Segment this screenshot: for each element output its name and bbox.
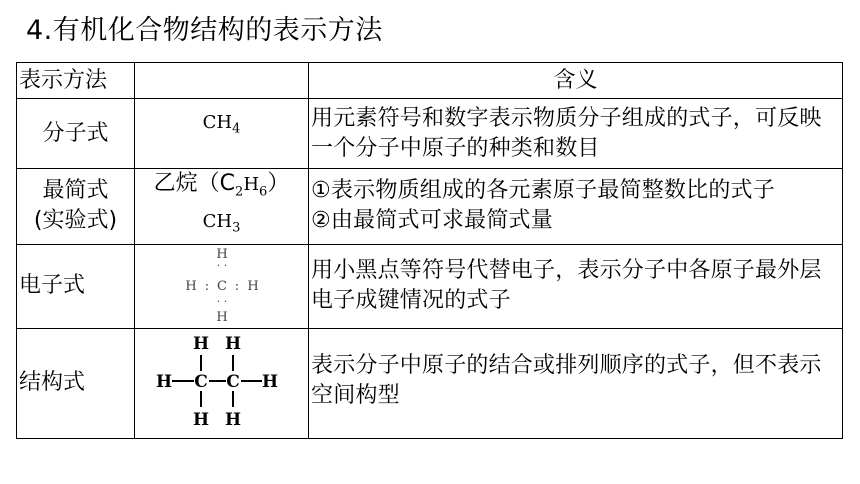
meaning-empirical-formula [309, 169, 843, 245]
ethane-sub-6: 6 [259, 184, 268, 200]
center-c: C [216, 279, 227, 295]
right-h: H [246, 279, 259, 295]
atom-c-left: C [193, 372, 208, 393]
method-line-1: 最简式 [42, 178, 109, 204]
meaning-line-2: ②由最简式可求最简式量 [311, 208, 553, 234]
atom-c-right: C [225, 372, 240, 393]
empirical-base: CH [202, 211, 233, 233]
bottom-h: H [215, 310, 228, 326]
top-dots: · · [216, 259, 227, 273]
left-h: H [184, 279, 197, 295]
method-molecular-formula: 分子式 [17, 99, 135, 169]
method-line-2: (实验式) [33, 208, 118, 234]
right-dots: : [234, 279, 239, 295]
meaning-line-1: ①表示物质组成的各元素原子最简整数比的式子 [311, 178, 775, 204]
formula-base: CH [202, 112, 233, 133]
example-molecular-formula [135, 99, 309, 169]
meaning-electron-formula: 用小黑点等符号代替电子，表示分子中各原子最外层电子成键情况的式子 [309, 244, 843, 328]
left-dots: : [204, 279, 209, 295]
header-method: 表示方法 [17, 63, 135, 99]
ethane-name: 乙烷（C [153, 171, 236, 196]
bottom-dots: · · [216, 295, 227, 309]
atom-h-bottom-right: H [224, 410, 241, 431]
meaning-molecular-formula: 用元素符号和数字表示物质分子组成的式子，可反映一个分子中原子的种类和数目 [309, 99, 843, 169]
atom-h-top-right: H [224, 334, 241, 355]
table-header-row [17, 63, 843, 99]
top-h: H [215, 247, 228, 263]
example-structural-formula [135, 328, 309, 438]
method-electron-formula: 电子式 [17, 244, 135, 328]
table-row [17, 99, 843, 169]
ethane-structural-diagram [152, 331, 292, 435]
method-empirical-formula [17, 169, 135, 245]
header-meaning: 含义 [309, 63, 843, 99]
formula-subscript: 4 [232, 121, 241, 137]
method-structural-formula: 结构式 [17, 328, 135, 438]
table-row [17, 328, 843, 438]
atom-h-left: H [155, 372, 172, 393]
meaning-structural-formula: 表示分子中原子的结合或排列顺序的式子，但不表示空间构型 [309, 328, 843, 438]
atom-h-right: H [261, 372, 278, 393]
example-empirical-formula [135, 169, 309, 245]
page-title: 4.有机化合物结构的表示方法 [26, 15, 383, 46]
example-electron-formula [135, 244, 309, 328]
ethane-sub-2: 2 [235, 184, 244, 200]
empirical-sub: 3 [232, 220, 241, 236]
ethane-close: ） [267, 171, 290, 196]
atom-h-bottom-left: H [192, 410, 209, 431]
methane-electron-dot-diagram [177, 245, 267, 327]
atom-h-top-left: H [192, 334, 209, 355]
header-example [135, 63, 309, 99]
table-row [17, 244, 843, 328]
structure-representation-table [16, 62, 843, 439]
ethane-h: H [243, 174, 260, 195]
table-row [17, 169, 843, 245]
